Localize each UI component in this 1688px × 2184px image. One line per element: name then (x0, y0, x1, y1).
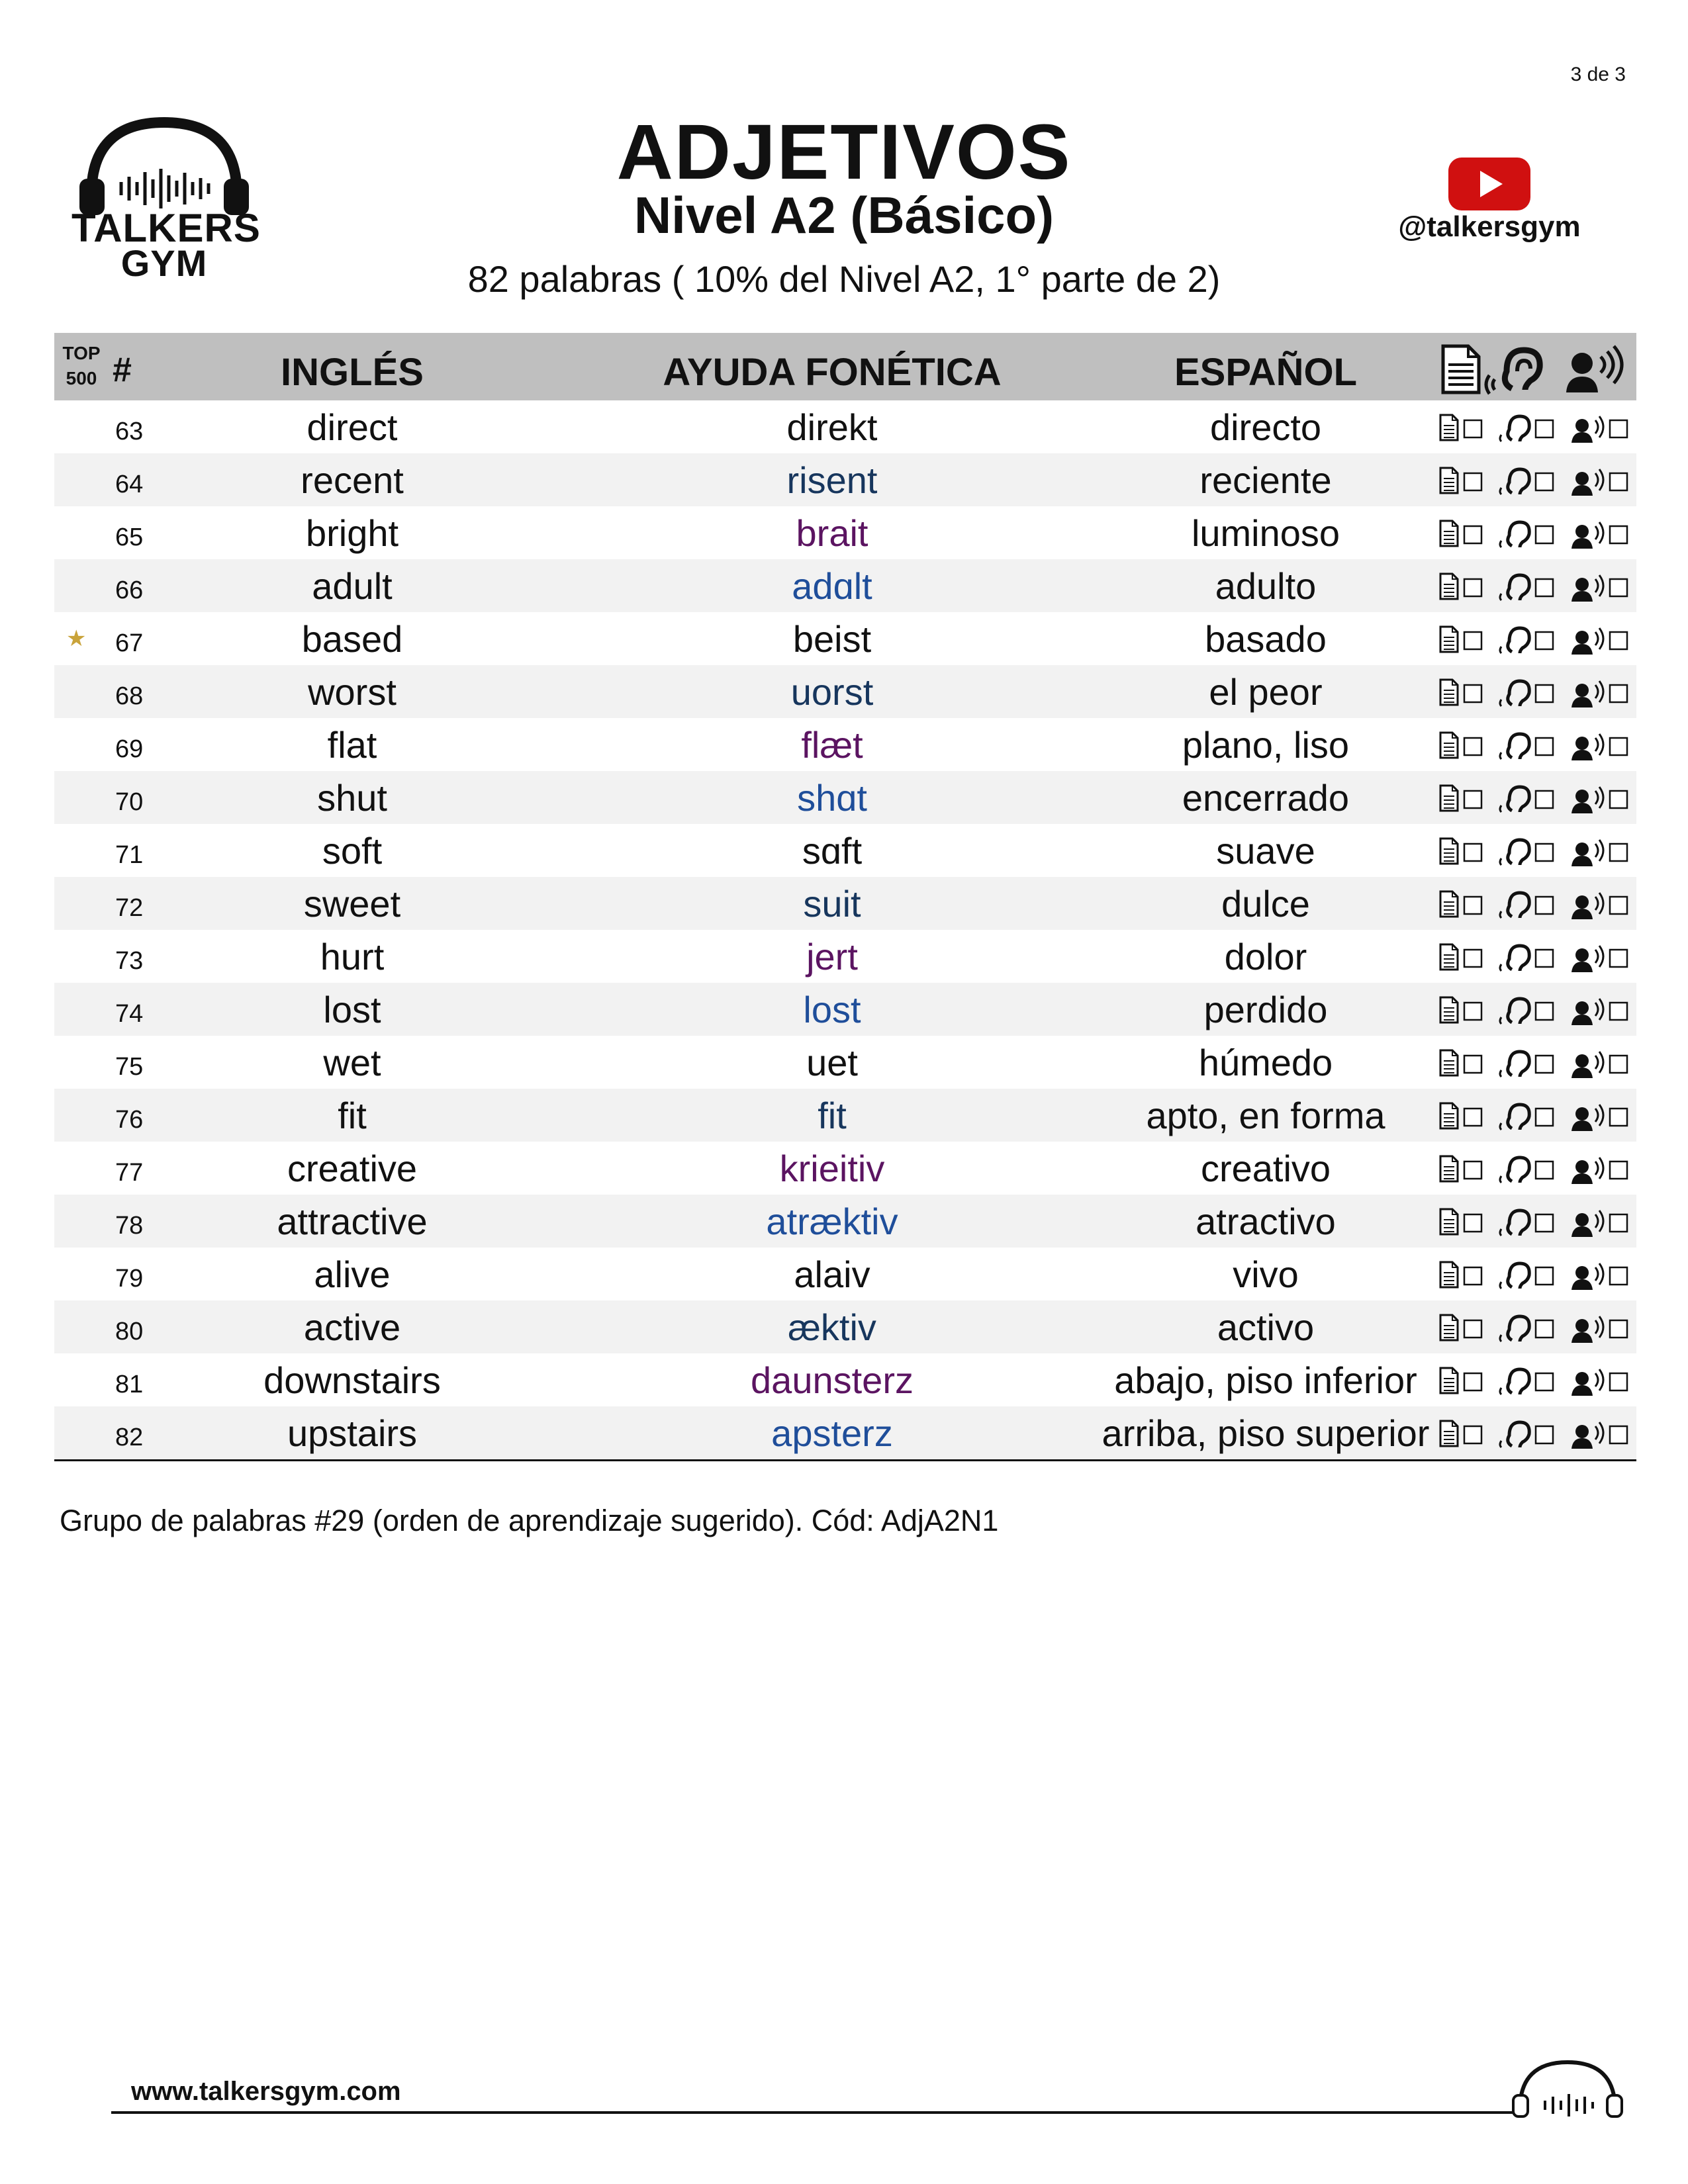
listen-icon (1500, 575, 1529, 600)
speak-icon (1571, 1210, 1603, 1237)
read-checkbox[interactable] (1464, 791, 1481, 808)
speak-checkbox[interactable] (1610, 632, 1627, 649)
speak-checkbox[interactable] (1610, 1267, 1627, 1285)
row-number: 70 (115, 788, 144, 816)
website-link[interactable]: www.talkersgym.com (131, 2077, 401, 2106)
listen-icon (1500, 734, 1529, 759)
speak-checkbox[interactable] (1610, 1161, 1627, 1179)
spanish-word: adulto (1215, 565, 1317, 607)
listen-checkbox[interactable] (1536, 897, 1553, 914)
speak-checkbox[interactable] (1610, 950, 1627, 967)
read-icon (1440, 1103, 1458, 1128)
headphones-icon (71, 116, 257, 215)
table-row (54, 453, 1636, 506)
phonetic-help: æktiv (788, 1306, 876, 1348)
speak-icon (1571, 734, 1603, 760)
read-checkbox[interactable] (1464, 420, 1481, 437)
row-number: 73 (115, 947, 144, 975)
listen-checkbox[interactable] (1536, 1267, 1553, 1285)
english-word: worst (308, 671, 397, 713)
speak-checkbox[interactable] (1610, 420, 1627, 437)
table-row (54, 1195, 1636, 1248)
read-checkbox[interactable] (1464, 1109, 1481, 1126)
spanish-word: apto, en forma (1146, 1095, 1385, 1136)
spanish-word: creativo (1200, 1148, 1331, 1189)
read-icon (1443, 346, 1479, 392)
speak-icon (1571, 1263, 1603, 1290)
phonetic-help: risent (786, 459, 878, 501)
row-number: 71 (115, 841, 144, 869)
table-row (54, 665, 1636, 718)
progress-checkboxes (1438, 411, 1636, 444)
english-word: adult (312, 565, 393, 607)
listen-icon (1500, 787, 1529, 812)
table-bottom-rule (54, 1459, 1636, 1461)
progress-checkboxes (1438, 1099, 1636, 1132)
page-number: 3 de 3 (1570, 64, 1626, 85)
header-phonetic: AYUDA FONÉTICA (663, 351, 1002, 394)
row-number: 67 (115, 629, 144, 657)
speak-checkbox[interactable] (1610, 897, 1627, 914)
speak-icon (1571, 681, 1603, 707)
progress-checkboxes (1438, 940, 1636, 974)
row-number: 66 (115, 576, 144, 604)
row-number: 64 (115, 471, 144, 498)
speak-icon (1571, 946, 1603, 972)
read-icon (1440, 1209, 1458, 1234)
read-checkbox[interactable] (1464, 897, 1481, 914)
read-checkbox[interactable] (1464, 526, 1481, 543)
listen-checkbox[interactable] (1536, 632, 1553, 649)
row-number: 82 (115, 1424, 144, 1451)
row-number: 69 (115, 735, 144, 763)
page-subtitle: Nivel A2 (Básico) (633, 186, 1055, 244)
progress-checkboxes (1438, 1205, 1636, 1238)
read-icon (1440, 786, 1458, 811)
progress-checkboxes (1438, 1152, 1636, 1185)
progress-checkboxes (1438, 464, 1636, 497)
spanish-word: directo (1209, 406, 1322, 448)
listen-icon (1500, 1105, 1529, 1130)
speak-checkbox[interactable] (1610, 1320, 1627, 1338)
read-checkbox[interactable] (1464, 1056, 1481, 1073)
table-row (54, 824, 1636, 877)
row-number: 74 (115, 1000, 144, 1028)
read-checkbox[interactable] (1464, 1003, 1481, 1020)
table-row (54, 930, 1636, 983)
progress-checkboxes (1438, 782, 1636, 815)
listen-checkbox[interactable] (1536, 1161, 1553, 1179)
youtube-icon[interactable] (1448, 158, 1530, 210)
row-number: 65 (115, 523, 144, 551)
table-body (54, 400, 1636, 1459)
speak-icon (1571, 575, 1603, 602)
table-row (54, 1036, 1636, 1089)
listen-icon (1500, 840, 1529, 865)
read-checkbox[interactable] (1464, 1426, 1481, 1443)
logo-text-line2: GYM (120, 242, 208, 284)
table-row (54, 771, 1636, 824)
read-icon (1440, 839, 1458, 864)
logo-text-line1: TALKERS (71, 206, 261, 250)
table-row (54, 718, 1636, 771)
row-number: 80 (115, 1318, 144, 1345)
spanish-word: luminoso (1191, 512, 1340, 554)
spanish-word: perdido (1203, 989, 1328, 1030)
spanish-word: atractivo (1196, 1201, 1336, 1242)
read-checkbox[interactable] (1464, 950, 1481, 967)
talkers-gym-logo (71, 116, 261, 295)
listen-icon (1500, 1210, 1529, 1236)
english-word: soft (322, 830, 383, 872)
listen-checkbox[interactable] (1536, 473, 1553, 490)
progress-checkboxes (1438, 1311, 1636, 1344)
header-english: INGLÉS (281, 351, 424, 394)
read-icon (1440, 891, 1458, 917)
phonetic-help: krieitiv (779, 1148, 885, 1189)
row-number: 75 (115, 1053, 144, 1081)
read-icon (1440, 521, 1458, 546)
table-row (54, 983, 1636, 1036)
listen-checkbox[interactable] (1536, 1003, 1553, 1020)
read-icon (1440, 1421, 1458, 1446)
table-row (54, 1089, 1636, 1142)
row-number: 72 (115, 894, 144, 922)
english-word: attractive (277, 1201, 428, 1242)
table-row (54, 559, 1636, 612)
phonetic-help: jert (806, 936, 858, 978)
speak-icon (1571, 1369, 1603, 1396)
header-top500 (58, 341, 105, 391)
read-icon (1440, 997, 1458, 1023)
listen-checkbox[interactable] (1536, 1320, 1553, 1338)
read-checkbox[interactable] (1464, 1267, 1481, 1285)
read-icon (1440, 415, 1458, 440)
spanish-word: plano, liso (1182, 724, 1350, 766)
speak-checkbox[interactable] (1610, 791, 1627, 808)
footer-headphones-icon (1511, 2057, 1624, 2118)
speak-icon (1566, 346, 1622, 392)
listen-icon (1500, 1158, 1529, 1183)
table-row (54, 1300, 1636, 1353)
phonetic-help: fit (818, 1095, 847, 1136)
listen-icon (1500, 1422, 1529, 1447)
read-icon (1440, 1262, 1458, 1287)
vocabulary-table (54, 333, 1636, 1461)
listen-icon (1500, 1263, 1529, 1289)
speak-icon (1571, 628, 1603, 655)
table-row (54, 1406, 1636, 1459)
header-top500-line2: 500 (66, 368, 97, 388)
row-number: 76 (115, 1106, 144, 1134)
read-checkbox[interactable] (1464, 738, 1481, 755)
read-checkbox[interactable] (1464, 844, 1481, 861)
row-number: 63 (115, 418, 144, 445)
spanish-word: dolor (1224, 936, 1307, 978)
listen-icon (1500, 1316, 1529, 1342)
english-word: wet (323, 1042, 381, 1083)
phonetic-help: flæt (801, 724, 863, 766)
english-word: based (301, 618, 403, 660)
listen-checkbox[interactable] (1536, 791, 1553, 808)
listen-checkbox[interactable] (1536, 1214, 1553, 1232)
read-checkbox[interactable] (1464, 1161, 1481, 1179)
speak-icon (1571, 416, 1603, 443)
speak-icon (1571, 840, 1603, 866)
row-number: 77 (115, 1159, 144, 1187)
spanish-word: el peor (1209, 671, 1323, 713)
phonetic-help: direkt (786, 406, 878, 448)
star-icon: ★ (66, 626, 87, 651)
header-number: # (113, 351, 132, 389)
spanish-word: activo (1217, 1306, 1315, 1348)
listen-checkbox[interactable] (1536, 1426, 1553, 1443)
progress-checkboxes (1438, 676, 1636, 709)
read-checkbox[interactable] (1464, 685, 1481, 702)
listen-icon (1500, 469, 1529, 494)
table-row (54, 612, 1636, 665)
read-checkbox[interactable] (1464, 579, 1481, 596)
listen-icon (1500, 522, 1529, 547)
header-icons (1438, 342, 1636, 395)
progress-checkboxes (1438, 1364, 1636, 1397)
progress-checkboxes (1438, 570, 1636, 603)
progress-checkboxes (1438, 887, 1636, 921)
phonetic-help: shɑt (797, 777, 867, 819)
listen-checkbox[interactable] (1536, 1373, 1553, 1390)
progress-checkboxes (1438, 1258, 1636, 1291)
speak-icon (1571, 1052, 1603, 1078)
speak-checkbox[interactable] (1610, 579, 1627, 596)
listen-checkbox[interactable] (1536, 579, 1553, 596)
table-row (54, 1353, 1636, 1406)
listen-checkbox[interactable] (1536, 1056, 1553, 1073)
phonetic-help: uet (806, 1042, 858, 1083)
english-word: alive (314, 1253, 391, 1295)
read-icon (1440, 1315, 1458, 1340)
social-handle[interactable]: @talkersgym (1398, 210, 1581, 243)
read-icon (1440, 1156, 1458, 1181)
read-checkbox[interactable] (1464, 632, 1481, 649)
speak-checkbox[interactable] (1610, 685, 1627, 702)
listen-icon (1500, 628, 1529, 653)
english-word: active (303, 1306, 401, 1348)
speak-icon (1571, 469, 1603, 496)
progress-checkboxes (1438, 517, 1636, 550)
spanish-word: dulce (1221, 883, 1310, 925)
listen-icon (1500, 893, 1529, 918)
english-word: hurt (320, 936, 385, 978)
read-checkbox[interactable] (1464, 1373, 1481, 1390)
speak-checkbox[interactable] (1610, 1003, 1627, 1020)
spanish-word: encerrado (1182, 777, 1350, 819)
listen-checkbox[interactable] (1536, 844, 1553, 861)
speak-checkbox[interactable] (1610, 1214, 1627, 1232)
read-icon (1440, 468, 1458, 493)
speak-checkbox[interactable] (1610, 1056, 1627, 1073)
read-checkbox[interactable] (1464, 473, 1481, 490)
progress-checkboxes (1438, 1046, 1636, 1079)
phonetic-help: atræktiv (766, 1201, 898, 1242)
phonetic-help: uorst (790, 671, 874, 713)
table-row (54, 877, 1636, 930)
english-word: sweet (303, 883, 401, 925)
spanish-word: húmedo (1198, 1042, 1333, 1083)
progress-checkboxes (1438, 623, 1636, 656)
read-icon (1440, 733, 1458, 758)
table-row (54, 1248, 1636, 1300)
speak-checkbox[interactable] (1610, 473, 1627, 490)
speak-checkbox[interactable] (1610, 1426, 1627, 1443)
english-word: downstairs (263, 1359, 441, 1401)
listen-icon (1500, 946, 1529, 971)
read-icon (1440, 627, 1458, 652)
footer-divider (111, 2111, 1515, 2114)
page-title: ADJETIVOS (616, 109, 1072, 196)
phonetic-help: lost (803, 989, 861, 1030)
table-header (54, 333, 1636, 400)
progress-checkboxes (1438, 993, 1636, 1026)
listen-checkbox[interactable] (1536, 526, 1553, 543)
play-icon (1480, 171, 1503, 197)
progress-checkboxes (1438, 729, 1636, 762)
speak-icon (1571, 522, 1603, 549)
spanish-word: arriba, piso superior (1102, 1412, 1430, 1454)
phonetic-help: suit (803, 883, 861, 925)
speak-icon (1571, 893, 1603, 919)
speak-icon (1571, 1105, 1603, 1131)
listen-checkbox[interactable] (1536, 1109, 1553, 1126)
listen-icon (1486, 350, 1540, 394)
spanish-word: reciente (1199, 459, 1332, 501)
listen-checkbox[interactable] (1536, 738, 1553, 755)
phonetic-help: apsterz (771, 1412, 893, 1454)
table-row (54, 506, 1636, 559)
listen-checkbox[interactable] (1536, 950, 1553, 967)
spanish-word: suave (1216, 830, 1315, 872)
speak-checkbox[interactable] (1610, 1373, 1627, 1390)
read-icon (1440, 944, 1458, 970)
english-word: creative (287, 1148, 418, 1189)
phonetic-help: sɑft (802, 830, 863, 872)
phonetic-help: brait (796, 512, 868, 554)
listen-checkbox[interactable] (1536, 685, 1553, 702)
listen-checkbox[interactable] (1536, 420, 1553, 437)
speak-checkbox[interactable] (1610, 526, 1627, 543)
read-icon (1440, 680, 1458, 705)
row-number: 78 (115, 1212, 144, 1240)
phonetic-help: beist (792, 618, 872, 660)
spanish-word: abajo, piso inferior (1114, 1359, 1417, 1401)
english-word: shut (317, 777, 387, 819)
progress-checkboxes (1438, 1417, 1636, 1450)
read-checkbox[interactable] (1464, 1214, 1481, 1232)
header-top500-line1: TOP (62, 343, 101, 363)
row-number: 81 (115, 1371, 144, 1398)
english-word: fit (338, 1095, 367, 1136)
footnote: Grupo de palabras #29 (orden de aprendizaje sugerido). Cód: AdjA2N1 (60, 1504, 999, 1537)
speak-checkbox[interactable] (1610, 1109, 1627, 1126)
english-word: direct (306, 406, 398, 448)
speak-checkbox[interactable] (1610, 844, 1627, 861)
english-word: flat (327, 724, 377, 766)
speak-icon (1571, 1316, 1603, 1343)
read-icon (1440, 1050, 1458, 1075)
row-number: 68 (115, 682, 144, 710)
phonetic-help: adɑlt (792, 565, 872, 607)
page-subtitle-count: 82 palabras ( 10% del Nivel A2, 1° parte de 2) (467, 258, 1221, 300)
table-row (54, 1142, 1636, 1195)
read-checkbox[interactable] (1464, 1320, 1481, 1338)
phonetic-help: alaiv (794, 1253, 870, 1295)
spanish-word: basado (1205, 618, 1327, 660)
speak-icon (1571, 1422, 1603, 1449)
english-word: lost (323, 989, 381, 1030)
table-row (54, 400, 1636, 453)
speak-icon (1571, 999, 1603, 1025)
phonetic-help: daunsterz (751, 1359, 914, 1401)
read-icon (1440, 1368, 1458, 1393)
progress-checkboxes (1438, 835, 1636, 868)
english-word: recent (301, 459, 404, 501)
listen-icon (1500, 1052, 1529, 1077)
speak-checkbox[interactable] (1610, 738, 1627, 755)
speak-icon (1571, 1158, 1603, 1184)
header-spanish: ESPAÑOL (1174, 351, 1358, 394)
speak-icon (1571, 787, 1603, 813)
read-icon (1440, 574, 1458, 599)
row-number: 79 (115, 1265, 144, 1293)
listen-icon (1500, 416, 1529, 441)
english-word: upstairs (287, 1412, 418, 1454)
listen-icon (1500, 1369, 1529, 1394)
english-word: bright (305, 512, 399, 554)
listen-icon (1500, 681, 1529, 706)
listen-icon (1500, 999, 1529, 1024)
spanish-word: vivo (1233, 1253, 1299, 1295)
